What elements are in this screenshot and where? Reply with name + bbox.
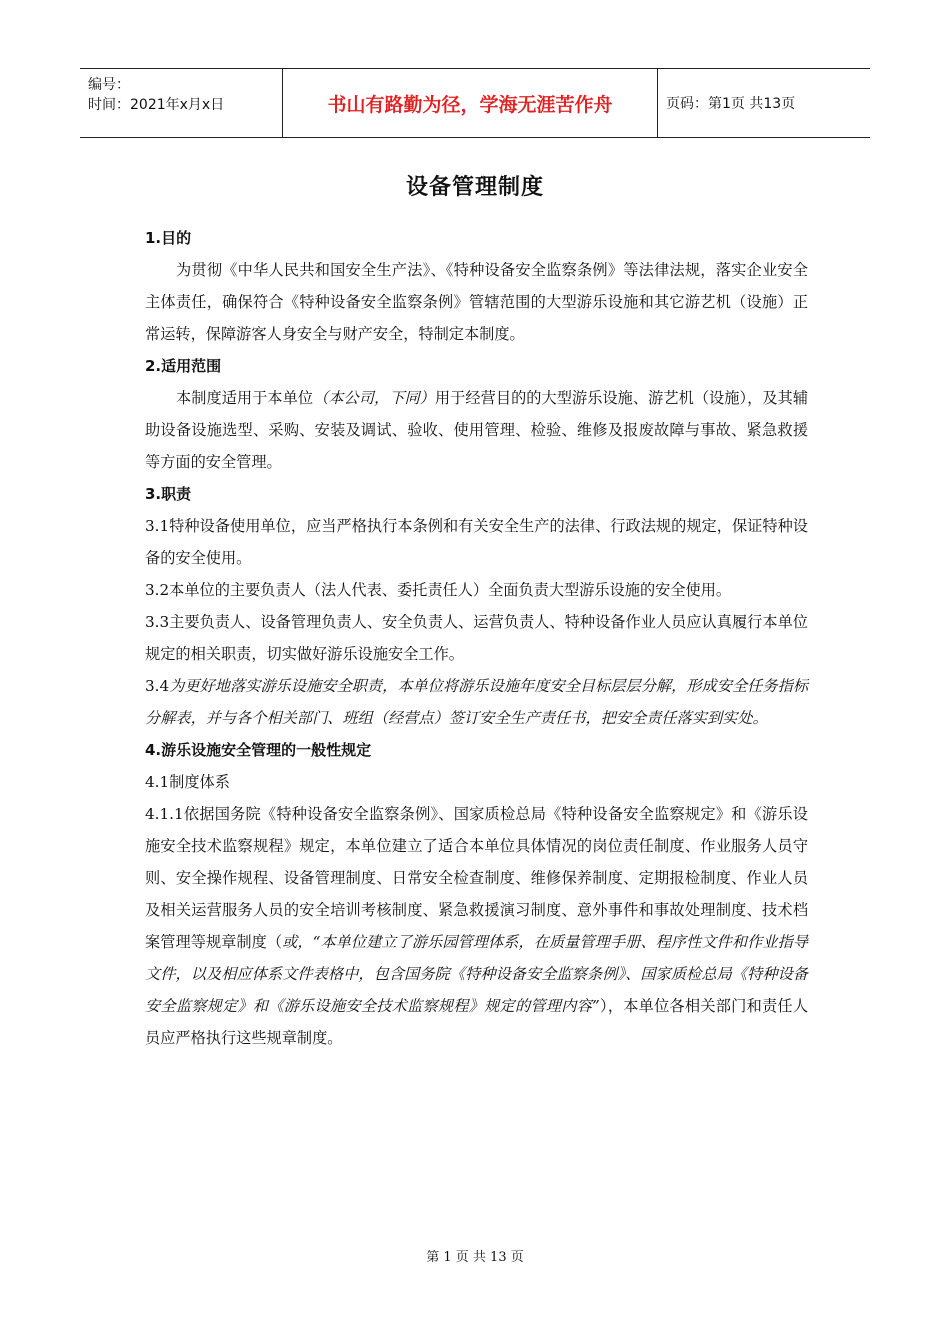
subsection-4-1: 4.1制度体系 xyxy=(145,773,230,791)
page-footer: 第 1 页 共 13 页 xyxy=(426,1250,524,1265)
scope-note-italic: （本公司，下同） xyxy=(313,389,435,407)
duty-3-2: 3.2本单位的主要负责人（法人代表、委托责任人）全面负责大型游乐设施的安全使用。 xyxy=(145,581,732,599)
header-page-info: 页码：第1页 共13页 xyxy=(666,96,796,112)
document-number-label: 编号： xyxy=(88,77,130,93)
purpose-paragraph: 为贯彻《中华人民共和国安全生产法》、《特种设备安全监察条例》等法律法规，落实企业安全主体责任，确保符合《特种设备安全监察条例》管辖范围的大型游乐设施和其它游艺机（设施）正常运转，保障游客人身安全与财产安全，特制定本制度。 xyxy=(145,261,808,343)
clause-4-1-1-start: 4.1.1依据国务院《特种设备安全监察条例》、国家质检总局《特种设备安全监察规定》和《游乐设施安全技术监察规程》规定，本单位建立了适合本单位具体情况的岗位责任制度、作业服务人员守则、安全操作规程、设备管理制度、日常安全检查制度、维修保养制度、定期报检制度、作业人员及相关运营服务人员的安全培训考核制度、紧急救援演习制度、意外事件和事故处理制度、技术档案管理等规章制度（ xyxy=(145,805,808,951)
duty-3-1: 3.1特种设备使用单位，应当严格执行本条例和有关安全生产的法律、行政法规的规定，保证特种设备的安全使用。 xyxy=(145,517,808,567)
scope-text-start: 本制度适用于本单位 xyxy=(176,389,314,407)
section-heading-duties: 3.职责 xyxy=(145,485,192,503)
clause-4-1-1-end: ），本单位各相关部门和责任人员应严格执行这些规章制度。 xyxy=(145,997,809,1047)
section-heading-purpose: 1.目的 xyxy=(145,229,192,247)
document-date: 时间：2021年x月x日 xyxy=(88,97,225,113)
section-heading-scope: 2.适用范围 xyxy=(145,357,222,375)
clause-4-1-1 xyxy=(145,798,808,1054)
duty-3-3: 3.3主要负责人、设备管理负责人、安全负责人、运营负责人、特种设备作业人员应认真履行本单位规定的相关职责，切实做好游乐设施安全工作。 xyxy=(145,613,808,663)
header-motto: 书山有路勤为径，学海无涯苦作舟 xyxy=(282,69,658,137)
clause-4-1-1-italic: 或，“本单位建立了游乐园管理体系，在质量管理手册、程序性文件和作业指导文件，以及相应体系文件表格中，包含国务院《特种设备安全监察条例》、国家质检总局《特种设备安全监察规定》和《游乐设施安全技术监察规程》规定的管理内容” xyxy=(145,933,809,1015)
page-header-table xyxy=(80,68,870,138)
duty-3-4 xyxy=(145,670,808,734)
duty-3-4-number: 3.4 xyxy=(145,677,170,695)
section-heading-general-rules: 4.游乐设施安全管理的一般性规定 xyxy=(145,741,372,759)
scope-paragraph xyxy=(145,382,808,478)
document-body xyxy=(145,222,808,1054)
duty-3-4-text: 为更好地落实游乐设施安全职责，本单位将游乐设施年度安全目标层层分解，形成安全任务指标分解表，并与各个相关部门、班组（经营点）签订安全生产责任书，把安全责任落实到实处。 xyxy=(145,677,808,727)
scope-text-end: 用于经营目的的大型游乐设施、游艺机（设施），及其辅助设备设施选型、采购、安装及调试、验收、使用管理、检验、维修及报废故障与事故、紧急救援等方面的安全管理。 xyxy=(145,389,809,471)
header-meta-cell xyxy=(80,69,282,137)
document-title: 设备管理制度 xyxy=(405,175,544,200)
